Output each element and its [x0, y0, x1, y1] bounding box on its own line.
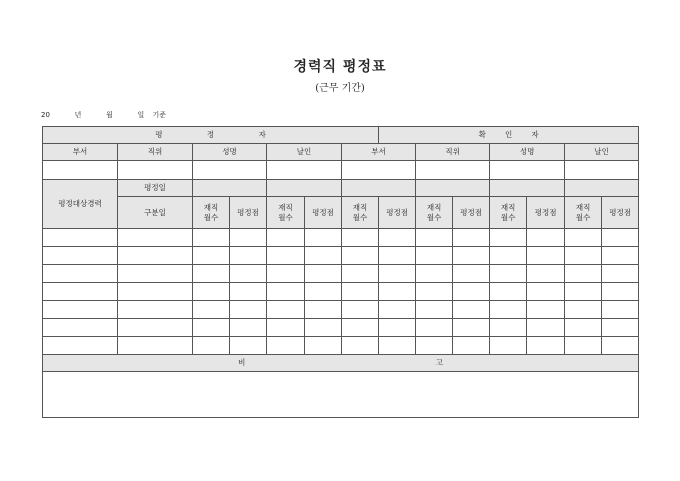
- data-cell[interactable]: [379, 319, 416, 337]
- data-cell[interactable]: [43, 301, 118, 319]
- months-label: 재직 월수: [490, 197, 527, 229]
- data-cell[interactable]: [602, 247, 639, 265]
- data-cell[interactable]: [379, 247, 416, 265]
- table-row: [43, 247, 639, 265]
- data-cell[interactable]: [490, 319, 527, 337]
- data-cell[interactable]: [193, 319, 230, 337]
- score-label: 평정점: [602, 197, 639, 229]
- data-cell[interactable]: [193, 229, 230, 247]
- data-cell[interactable]: [527, 283, 565, 301]
- remarks-header-row: [43, 355, 639, 372]
- data-cell[interactable]: [379, 283, 416, 301]
- header-seal: 날인: [267, 144, 342, 161]
- data-cell[interactable]: [118, 265, 193, 283]
- data-cell[interactable]: [416, 337, 453, 355]
- eval-date-cell[interactable]: [193, 180, 267, 197]
- form-subtitle: (근무 기간): [315, 83, 365, 94]
- remarks-char: 고: [435, 358, 443, 368]
- data-cell[interactable]: [43, 337, 118, 355]
- evaluation-table: [42, 126, 639, 418]
- evaluator-section-header: [43, 127, 379, 144]
- eval-date-row: [43, 180, 639, 197]
- data-cell[interactable]: [267, 301, 305, 319]
- sign-cell[interactable]: [43, 161, 118, 180]
- data-cell[interactable]: [490, 265, 527, 283]
- data-cell[interactable]: [602, 229, 639, 247]
- data-cell[interactable]: [565, 301, 602, 319]
- data-cell[interactable]: [565, 247, 602, 265]
- data-cell[interactable]: [305, 229, 342, 247]
- data-cell[interactable]: [118, 301, 193, 319]
- data-cell[interactable]: [230, 319, 267, 337]
- career-label: 평정대상경력: [43, 180, 118, 229]
- header-seal-2: 날인: [565, 144, 639, 161]
- confirmer-section-header: [379, 127, 639, 144]
- table-row: [43, 337, 639, 355]
- score-label: 평정점: [379, 197, 416, 229]
- data-cell[interactable]: [490, 337, 527, 355]
- months-label: 재직 월수: [267, 197, 305, 229]
- data-cell[interactable]: [416, 301, 453, 319]
- data-cell[interactable]: [379, 337, 416, 355]
- score-label: 평정점: [453, 197, 490, 229]
- data-cell[interactable]: [527, 247, 565, 265]
- sign-cell[interactable]: [565, 161, 639, 180]
- data-cell[interactable]: [565, 283, 602, 301]
- data-cell[interactable]: [565, 337, 602, 355]
- data-cell[interactable]: [490, 229, 527, 247]
- confirmer-char: 인: [504, 130, 513, 140]
- data-cell[interactable]: [342, 247, 379, 265]
- data-cell[interactable]: [193, 265, 230, 283]
- sign-cell[interactable]: [193, 161, 267, 180]
- data-cell[interactable]: [230, 337, 267, 355]
- data-cell[interactable]: [527, 265, 565, 283]
- data-cell[interactable]: [342, 265, 379, 283]
- data-cell[interactable]: [342, 337, 379, 355]
- data-cell[interactable]: [193, 337, 230, 355]
- data-cell[interactable]: [267, 265, 305, 283]
- remarks-header: [43, 355, 639, 372]
- eval-date-cell[interactable]: [342, 180, 416, 197]
- score-label: 평정점: [230, 197, 267, 229]
- header-name-2: 성명: [490, 144, 565, 161]
- data-cell[interactable]: [118, 283, 193, 301]
- data-cell[interactable]: [43, 229, 118, 247]
- data-cell[interactable]: [453, 265, 490, 283]
- data-cell[interactable]: [305, 301, 342, 319]
- data-cell[interactable]: [527, 301, 565, 319]
- data-cell[interactable]: [43, 247, 118, 265]
- eval-date-cell[interactable]: [565, 180, 639, 197]
- data-cell[interactable]: [118, 337, 193, 355]
- eval-date-label: 평정일: [118, 180, 193, 197]
- data-cell[interactable]: [267, 319, 305, 337]
- data-cell[interactable]: [527, 337, 565, 355]
- subheader-row: [43, 197, 639, 229]
- sign-cell[interactable]: [342, 161, 416, 180]
- data-cell[interactable]: [416, 247, 453, 265]
- data-cell[interactable]: [43, 283, 118, 301]
- data-cell[interactable]: [453, 229, 490, 247]
- category-label: 구분일: [118, 197, 193, 229]
- data-cell[interactable]: [230, 229, 267, 247]
- data-cell[interactable]: [565, 319, 602, 337]
- data-cell[interactable]: [193, 301, 230, 319]
- data-cell[interactable]: [305, 265, 342, 283]
- data-cell[interactable]: [453, 319, 490, 337]
- header-position-2: 직위: [416, 144, 490, 161]
- evaluator-char: 정: [206, 130, 215, 140]
- data-cell[interactable]: [527, 319, 565, 337]
- eval-date-cell[interactable]: [490, 180, 565, 197]
- data-cell[interactable]: [453, 283, 490, 301]
- data-cell[interactable]: [602, 265, 639, 283]
- score-label: 평정점: [527, 197, 565, 229]
- data-cell[interactable]: [453, 301, 490, 319]
- data-cell[interactable]: [193, 247, 230, 265]
- data-cell[interactable]: [416, 319, 453, 337]
- header-dept: 부서: [43, 144, 118, 161]
- data-cell[interactable]: [565, 265, 602, 283]
- form-title: 경력직 평정표: [293, 59, 387, 75]
- data-cell[interactable]: [379, 265, 416, 283]
- data-cell[interactable]: [490, 283, 527, 301]
- data-cell[interactable]: [342, 319, 379, 337]
- data-cell[interactable]: [416, 265, 453, 283]
- data-rows: [43, 229, 639, 355]
- sign-cell[interactable]: [490, 161, 565, 180]
- data-cell[interactable]: [230, 301, 267, 319]
- data-cell[interactable]: [416, 283, 453, 301]
- table-row: [43, 229, 639, 247]
- remarks-body-row: [43, 372, 639, 418]
- table-row: [43, 265, 639, 283]
- data-cell[interactable]: [342, 301, 379, 319]
- data-cell[interactable]: [118, 229, 193, 247]
- table-row: [43, 301, 639, 319]
- table-row: [43, 319, 639, 337]
- data-cell[interactable]: [43, 319, 118, 337]
- data-cell[interactable]: [342, 229, 379, 247]
- sign-cell[interactable]: [416, 161, 490, 180]
- data-cell[interactable]: [305, 319, 342, 337]
- data-cell[interactable]: [602, 337, 639, 355]
- column-header-row: [43, 144, 639, 161]
- data-cell[interactable]: [305, 337, 342, 355]
- header-dept-2: 부서: [342, 144, 416, 161]
- data-cell[interactable]: [118, 319, 193, 337]
- remarks-field[interactable]: [43, 372, 639, 418]
- data-cell[interactable]: [490, 301, 527, 319]
- data-cell[interactable]: [267, 283, 305, 301]
- sign-cell[interactable]: [118, 161, 193, 180]
- data-cell[interactable]: [305, 247, 342, 265]
- data-cell[interactable]: [118, 247, 193, 265]
- evaluator-char: 평: [155, 130, 163, 140]
- score-label: 평정점: [305, 197, 342, 229]
- data-cell[interactable]: [453, 337, 490, 355]
- data-cell[interactable]: [267, 229, 305, 247]
- data-cell[interactable]: [43, 265, 118, 283]
- header-position: 직위: [118, 144, 193, 161]
- remarks-char: 비: [238, 358, 246, 368]
- data-cell[interactable]: [230, 265, 267, 283]
- data-cell[interactable]: [379, 229, 416, 247]
- months-label: 재직 월수: [416, 197, 453, 229]
- section-header-row: [43, 127, 639, 144]
- data-cell[interactable]: [490, 247, 527, 265]
- months-label: 재직 월수: [342, 197, 379, 229]
- sign-cell[interactable]: [267, 161, 342, 180]
- header-name: 성명: [193, 144, 267, 161]
- eval-date-cell[interactable]: [267, 180, 342, 197]
- confirmer-char: 확: [478, 130, 486, 140]
- data-cell[interactable]: [342, 283, 379, 301]
- evaluator-char: 자: [258, 130, 266, 140]
- data-cell[interactable]: [527, 229, 565, 247]
- data-cell[interactable]: [379, 301, 416, 319]
- data-cell[interactable]: [305, 283, 342, 301]
- eval-date-cell[interactable]: [416, 180, 490, 197]
- data-cell[interactable]: [602, 319, 639, 337]
- data-cell[interactable]: [193, 283, 230, 301]
- data-cell[interactable]: [416, 229, 453, 247]
- data-cell[interactable]: [565, 229, 602, 247]
- data-cell[interactable]: [602, 283, 639, 301]
- data-cell[interactable]: [453, 247, 490, 265]
- months-label: 재직 월수: [193, 197, 230, 229]
- table-row: [43, 283, 639, 301]
- signature-row: [43, 161, 639, 180]
- months-label: 재직 월수: [565, 197, 602, 229]
- data-cell[interactable]: [267, 247, 305, 265]
- data-cell[interactable]: [230, 247, 267, 265]
- data-cell[interactable]: [267, 337, 305, 355]
- basis-date-line: 20 년 월 일 기준: [41, 111, 166, 119]
- data-cell[interactable]: [602, 301, 639, 319]
- confirmer-char: 자: [531, 130, 539, 140]
- data-cell[interactable]: [230, 283, 267, 301]
